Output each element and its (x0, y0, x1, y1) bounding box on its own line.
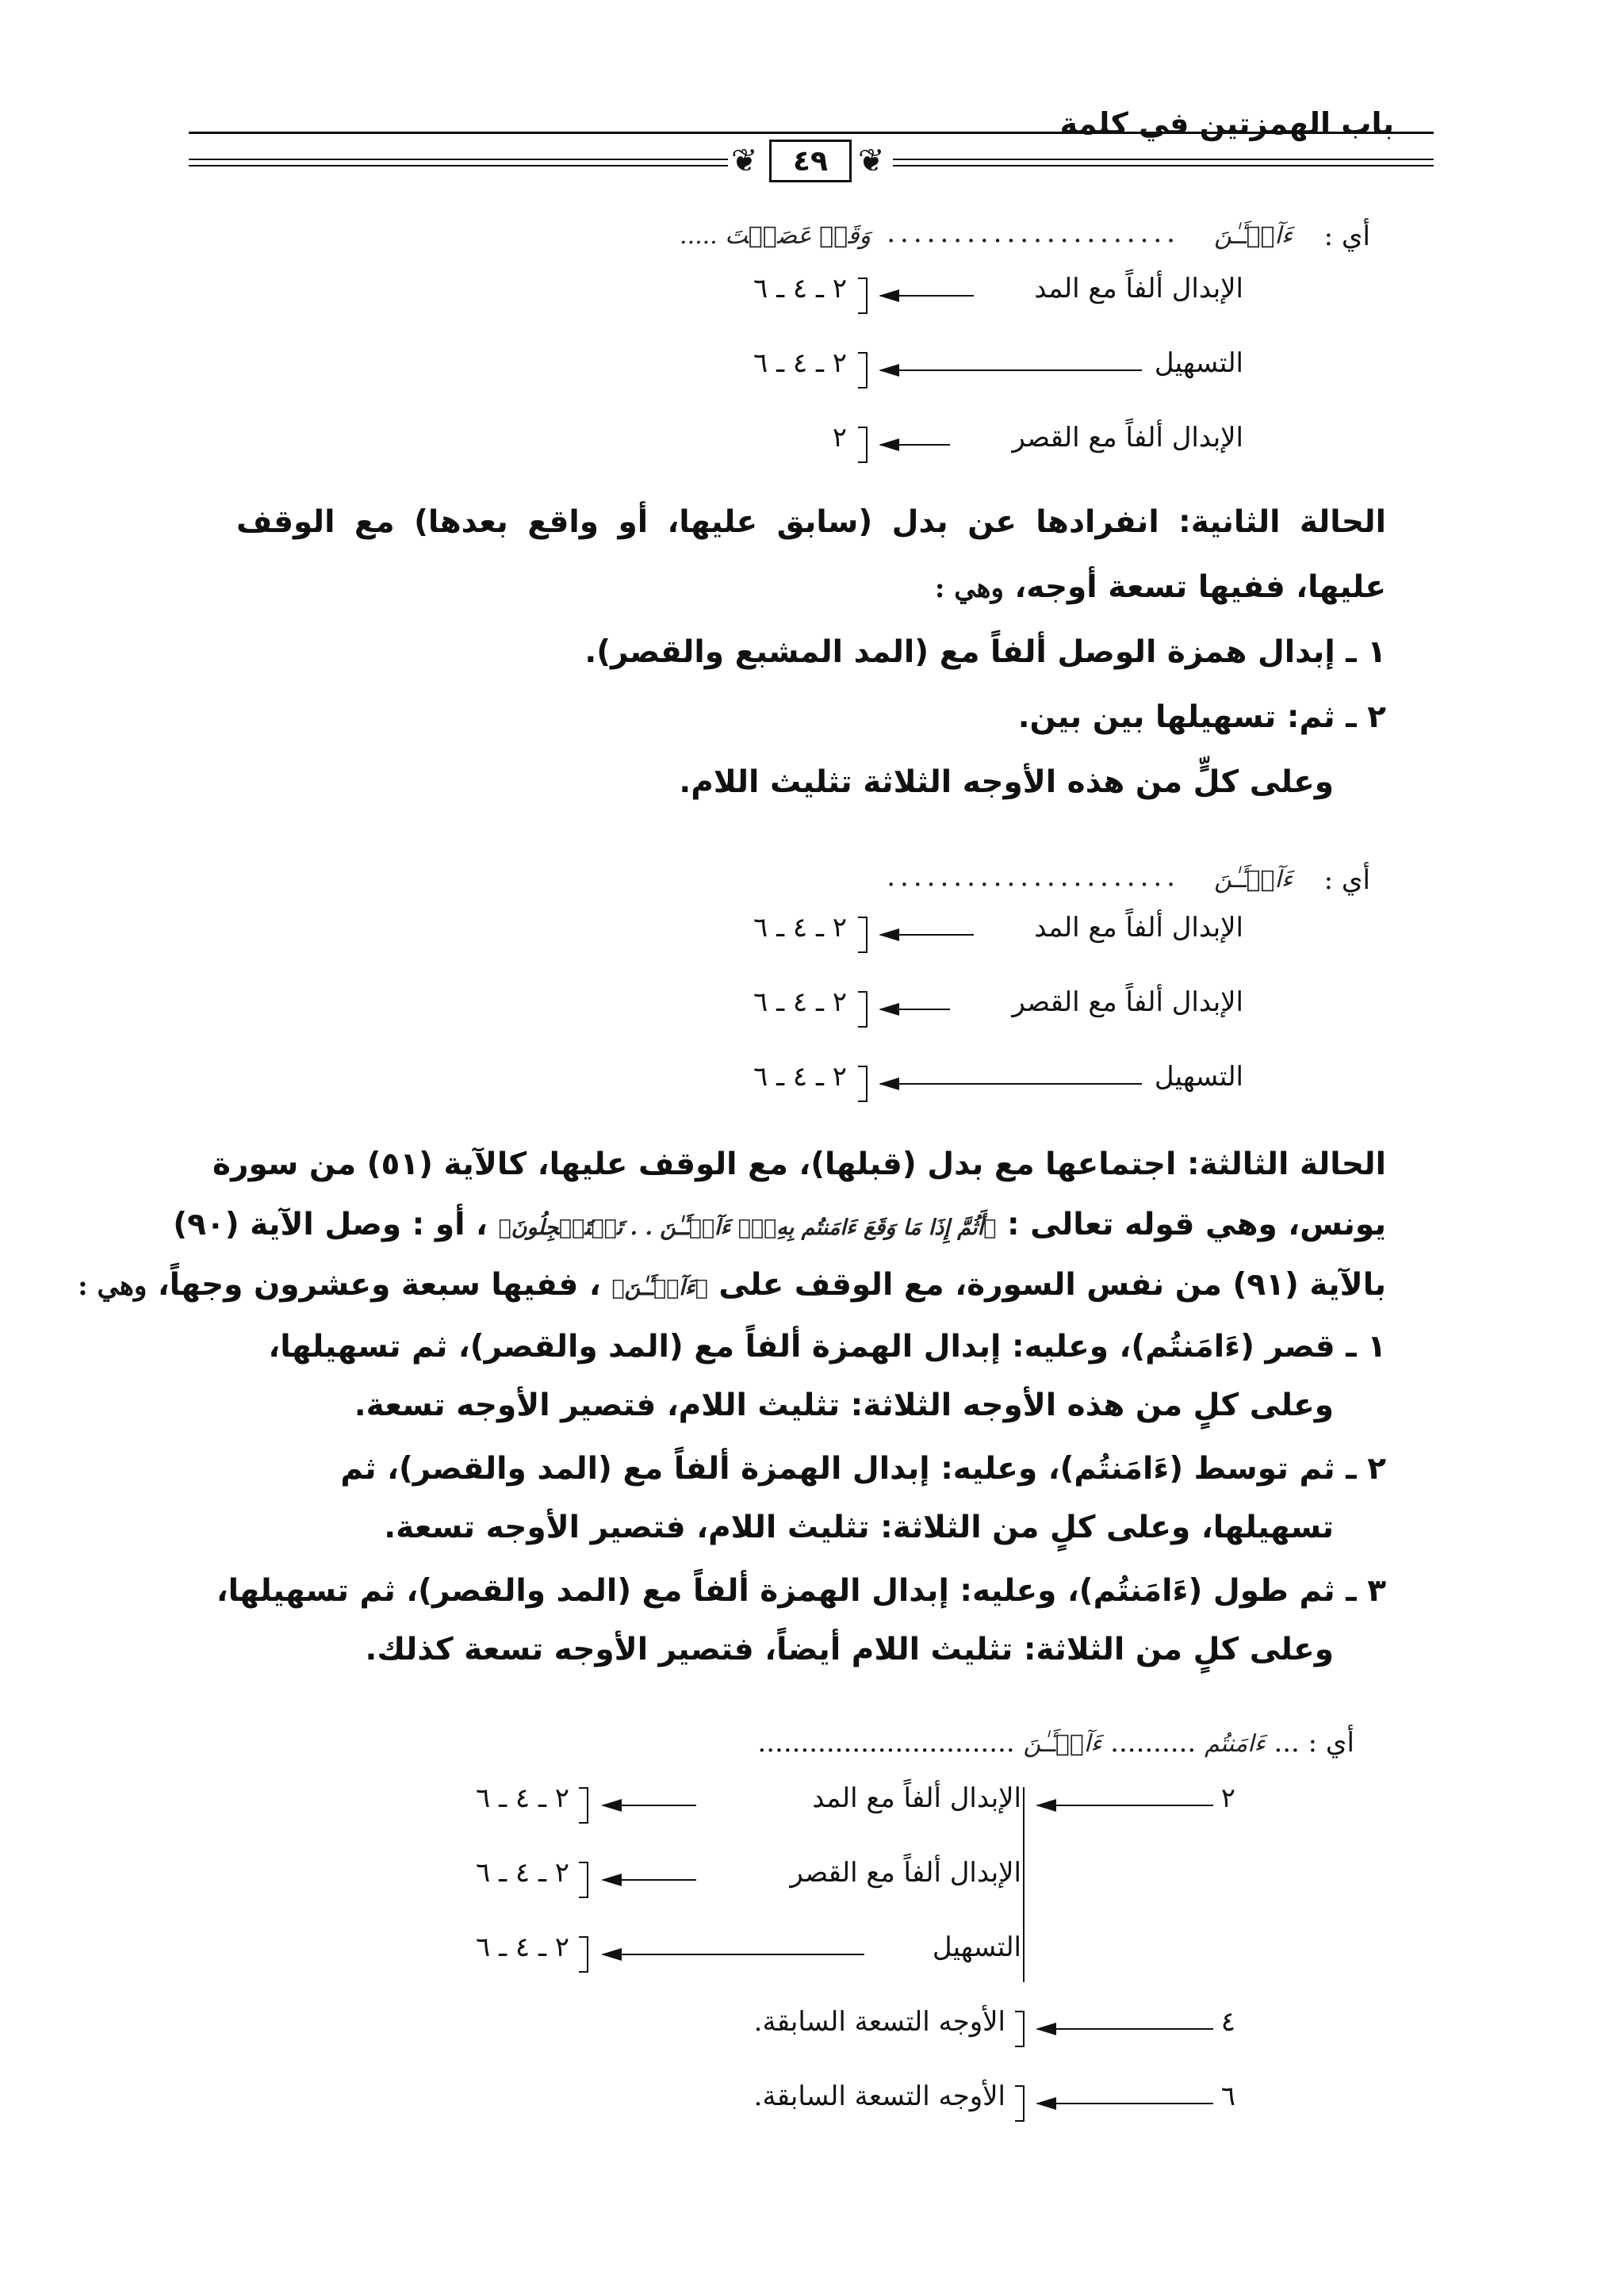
block2-ai: أي : (1323, 864, 1370, 896)
block2-row2-label: الإبدال ألفاً مع القصر (1012, 986, 1243, 1018)
block3-num-4: ٤ (1220, 2006, 1235, 2038)
block3-row2-label: الإبدال ألفاً مع القصر (790, 1857, 1021, 1889)
case3-line1: الحالة الثالثة: اجتماعها مع بدل (قبلها)، مع الوقف عليها، كالآية (٥١) من سورة (213, 1146, 1386, 1182)
bracket (858, 1066, 868, 1102)
bracket (1015, 2011, 1025, 2047)
case3-item1-line2: وعلى كلٍ من هذه الأوجه الثلاثة: تثليث اللام، فتصير الأوجه تسعة. (354, 1388, 1334, 1423)
arrow-icon (880, 369, 1142, 371)
case3-line2-end: ، أو : وصل الآية (٩٠) (173, 1207, 488, 1242)
case3-item1-line1: ١ ـ قصر (ءَامَنتُم)، وعليه: إبدال الهمزة ألفاً مع (المد والقصر)، ثم تسهيلها، (268, 1329, 1386, 1365)
case3-item3-line1: ٣ ـ ثم طول (ءَامَنتُم)، وعليه: إبدال الهمزة ألفاً مع (المد والقصر)، ثم تسهيلها، (216, 1573, 1386, 1609)
block3-row3-label: التسهيل (932, 1931, 1021, 1963)
block3-row1-values: ٢ ـ ٤ ـ ٦ (476, 1782, 569, 1814)
case3-line3-start: بالآية (٩١) من نفس السورة، مع الوقف على (718, 1267, 1386, 1303)
block2-row3-label: التسهيل (1154, 1061, 1243, 1093)
block3-word2: ءَآلۡـَٔـٰنَ (1023, 1730, 1102, 1758)
arrow-icon (603, 1805, 696, 1806)
block1-word2: وَقَدۡ عَصَيۡتَ ..... (680, 222, 871, 250)
block2-row3-values: ٢ ـ ٤ ـ ٦ (753, 1061, 847, 1093)
case3-item2-line1: ٢ ـ ثم توسط (ءَامَنتُم)، وعليه: إبدال الهمزة ألفاً مع (المد والقصر)، ثم (340, 1451, 1386, 1487)
case2-item2: ٢ ـ ثم: تسهيلها بين بين. (1017, 699, 1386, 735)
bracket (579, 1862, 588, 1898)
case2-note: وعلى كلٍّ من هذه الأوجه الثلاثة تثليث اللام. (679, 764, 1334, 800)
case3-line3 (78, 1267, 1386, 1303)
block3-dots2: .............................. (757, 1727, 1015, 1759)
chapter-title: باب الهمزتين في كلمة (1059, 106, 1394, 141)
arrow-icon (880, 934, 974, 936)
case3-item3-line2: وعلى كلٍ من الثلاثة: تثليث اللام أيضاً، فتصير الأوجه تسعة كذلك. (365, 1632, 1334, 1667)
arrow-icon (880, 1009, 950, 1010)
block3-ai (757, 1727, 1354, 1759)
block2-word1: ءَآلۡـَٔـٰنَ (1214, 866, 1293, 894)
arrow-icon (603, 1954, 864, 1955)
case3-line2-start: يونس، وهي قوله تعالى : (1006, 1207, 1386, 1242)
block2-row1-values: ٢ ـ ٤ ـ ٦ (753, 912, 847, 944)
block1-row3-label: الإبدال ألفاً مع القصر (1012, 422, 1243, 454)
block3-prev-4: الأوجه التسعة السابقة. (753, 2006, 1005, 2038)
arrow-icon (880, 444, 950, 446)
bracket (858, 917, 868, 953)
block3-num-6: ٦ (1220, 2081, 1235, 2112)
page-number: ٤٩ (769, 140, 852, 182)
bracket (858, 427, 868, 463)
block1-row2-values: ٢ ـ ٤ ـ ٦ (753, 347, 847, 379)
header-rule-right-2 (893, 165, 1434, 167)
case2-line2-rest: وهي : (934, 572, 1004, 604)
case3-line3-quran: ﴿ءَآلۡـَٔـٰنَ﴾ (611, 1276, 708, 1300)
arrow-icon (1037, 2103, 1213, 2104)
group-bracket (1023, 1787, 1025, 1982)
bracket (579, 1787, 588, 1824)
block3-ai-label: أي : ... (1274, 1727, 1354, 1759)
case2-item1: ١ ـ إبدال همزة الوصل ألفاً مع (المد المشبع والقصر). (584, 634, 1386, 670)
header-rule-left-2 (189, 165, 728, 167)
block3-num-2: ٢ (1220, 1782, 1235, 1814)
arrow-icon (880, 1083, 1142, 1085)
arrow-icon (880, 295, 974, 297)
case3-line2-quran: ﴿أَثُمَّ إِذَا مَا وَقَعَ ءَامَنتُم بِهِۦٓۚ ءَآلۡـَٔـٰنَ . . تَسۡتَعۡجِلُونَ﴾ (498, 1215, 997, 1240)
bracket (858, 352, 868, 389)
bracket (579, 1936, 588, 1973)
block1-row3-values: ٢ (832, 422, 847, 454)
header-rule-left-1 (189, 159, 728, 160)
block2-dots: ...................... (887, 861, 1180, 893)
bracket (858, 991, 868, 1028)
bracket (1015, 2085, 1025, 2122)
case2-line1: الحالة الثانية: انفرادها عن بدل (سابق عليها، أو واقع بعدها) مع الوقف (236, 504, 1386, 540)
block3-dots1: .......... (1110, 1727, 1197, 1759)
block2-row1-label: الإبدال ألفاً مع المد (1034, 912, 1243, 944)
bracket (858, 278, 868, 314)
block1-row1-values: ٢ ـ ٤ ـ ٦ (753, 273, 847, 304)
block3-row1-label: الإبدال ألفاً مع المد (812, 1782, 1021, 1814)
case3-item2-line2: تسهيلها، وعلى كلٍ من الثلاثة: تثليث اللام، فتصير الأوجه تسعة. (384, 1510, 1334, 1545)
arrow-icon (603, 1879, 696, 1881)
block2-row2-values: ٢ ـ ٤ ـ ٦ (753, 986, 847, 1018)
header-rule-top (189, 132, 1434, 134)
case2-line2-bold: عليها، ففيها تسعة أوجه، (1014, 569, 1386, 605)
block1-ai: أي : (1323, 220, 1370, 252)
arrow-icon (1037, 1805, 1213, 1806)
block1-row1-label: الإبدال ألفاً مع المد (1034, 273, 1243, 304)
block3-row3-values: ٢ ـ ٤ ـ ٦ (476, 1931, 569, 1963)
block3-word1: ءَامَنتُم (1205, 1730, 1266, 1758)
block1-dots: ...................... (887, 217, 1180, 249)
case3-line2 (173, 1207, 1386, 1242)
block1-word1: ءَآلۡـَٔـٰنَ (1214, 222, 1293, 250)
block1-row2-label: التسهيل (1154, 347, 1243, 379)
arrow-icon (1037, 2028, 1213, 2030)
block3-row2-values: ٢ ـ ٤ ـ ٦ (476, 1857, 569, 1889)
block3-prev-6: الأوجه التسعة السابقة. (753, 2081, 1005, 2112)
case2-line2 (935, 569, 1386, 605)
ornament-right-icon: ❦ (858, 143, 885, 179)
ornament-left-icon: ❦ (731, 143, 758, 179)
case3-line3-end: وهي : (78, 1270, 147, 1302)
case3-line3-mid: ، ففيها سبعة وعشرون وجهاً، (157, 1267, 601, 1303)
header-rule-right-1 (893, 159, 1434, 160)
